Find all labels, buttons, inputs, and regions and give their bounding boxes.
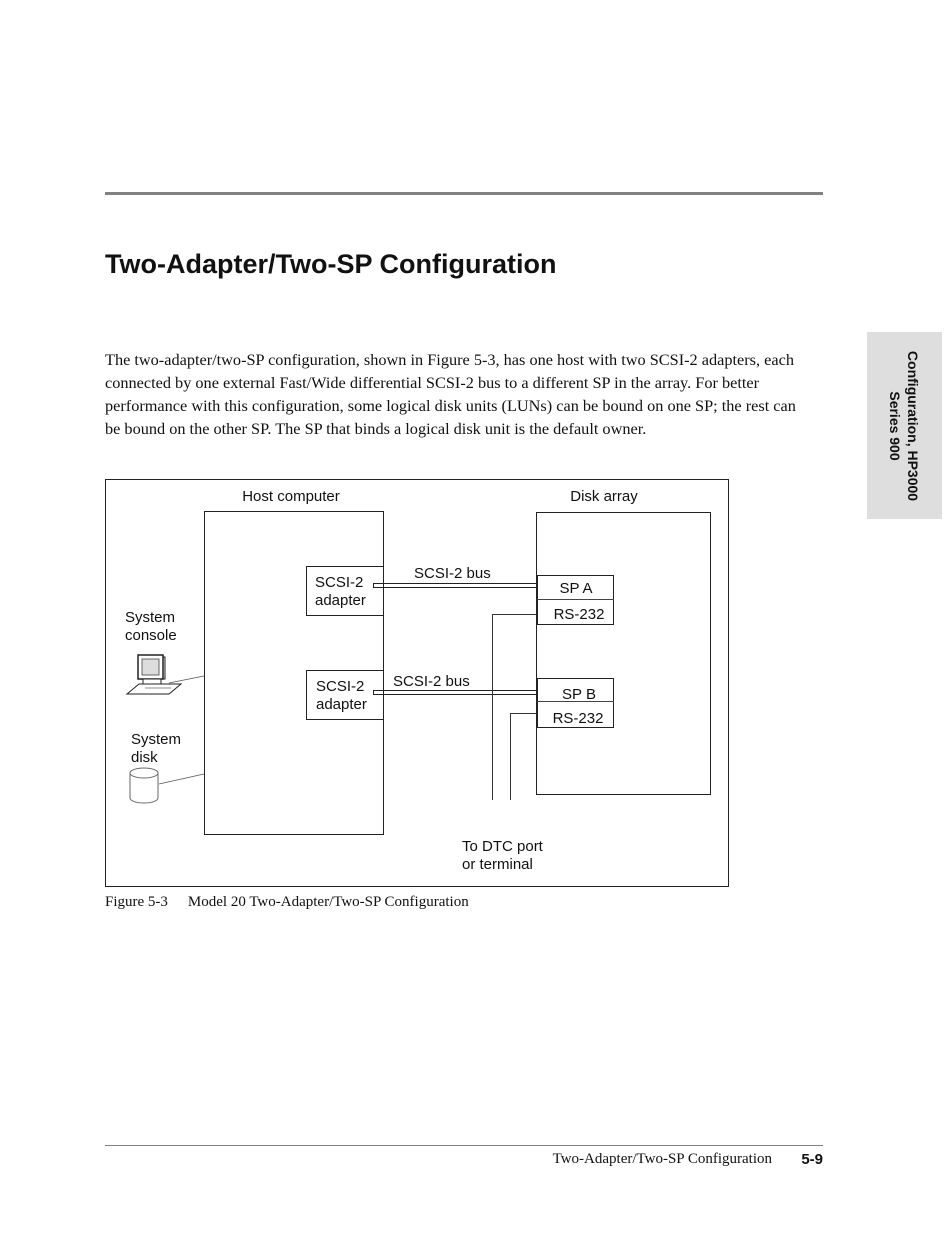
adapter-2-line2: adapter [316, 696, 367, 713]
side-tab-line1: Configuration, HP3000 [905, 350, 921, 502]
computer-terminal-icon [127, 655, 181, 694]
footer-section: Two-Adapter/Two-SP Configuration [552, 1151, 772, 1167]
console-line1: System [125, 609, 176, 626]
top-rule [105, 192, 823, 195]
sp-a-port: RS-232 [553, 606, 605, 623]
figure-svg [105, 479, 730, 888]
adapter-2-line1: SCSI-2 [316, 678, 365, 695]
rs232-cable-b [511, 714, 537, 801]
dtc-line1: To DTC port [462, 838, 543, 855]
disk-line1: System [131, 731, 182, 748]
body-paragraph: The two-adapter/two-SP configuration, shown in Figure 5-3, has one host with two SCSI-2 adapters, each connected by one external Fast/Wide differential SCSI-2 bus to a different SP in the array. For better performance with this configuration, some logical disk units (LUNs) can be bound on one SP; the rest can be bound on the other SP. The SP that binds a logical disk unit is the default owner. [105, 350, 796, 438]
disk-array-box [537, 513, 711, 795]
sp-b-port: RS-232 [552, 710, 604, 727]
host-computer-label: Host computer [242, 488, 340, 505]
sp-b-name: SP B [562, 686, 596, 703]
system-disk-icon [130, 768, 158, 803]
side-tab[interactable] [867, 332, 942, 519]
rs232-cable-a [493, 615, 537, 801]
scsi-bus-1-label: SCSI-2 bus [414, 565, 491, 582]
side-tab-label [886, 351, 922, 501]
bottom-rule [105, 1145, 823, 1146]
sp-a-name: SP A [559, 580, 593, 597]
disk-line2: disk [131, 749, 158, 766]
page-title: Two-Adapter/Two-SP Configuration [105, 249, 557, 279]
console-cable [169, 676, 204, 683]
disk-array-label: Disk array [570, 488, 638, 505]
caption-title: Model 20 Two-Adapter/Two-SP Configuration [187, 894, 469, 910]
page-number: 5-9 [801, 1151, 823, 1168]
scsi-bus-2-label: SCSI-2 bus [393, 673, 470, 690]
adapter-1-line2: adapter [315, 592, 366, 609]
console-line2: console [125, 627, 177, 644]
caption-number: Figure 5-3 [105, 894, 168, 910]
figure-diagram [105, 479, 730, 888]
disk-cable [159, 774, 204, 784]
dtc-line2: or terminal [462, 856, 533, 873]
figure-caption [105, 894, 469, 911]
side-tab-line2: Series 900 [887, 391, 903, 461]
adapter-1-line1: SCSI-2 [315, 574, 364, 591]
